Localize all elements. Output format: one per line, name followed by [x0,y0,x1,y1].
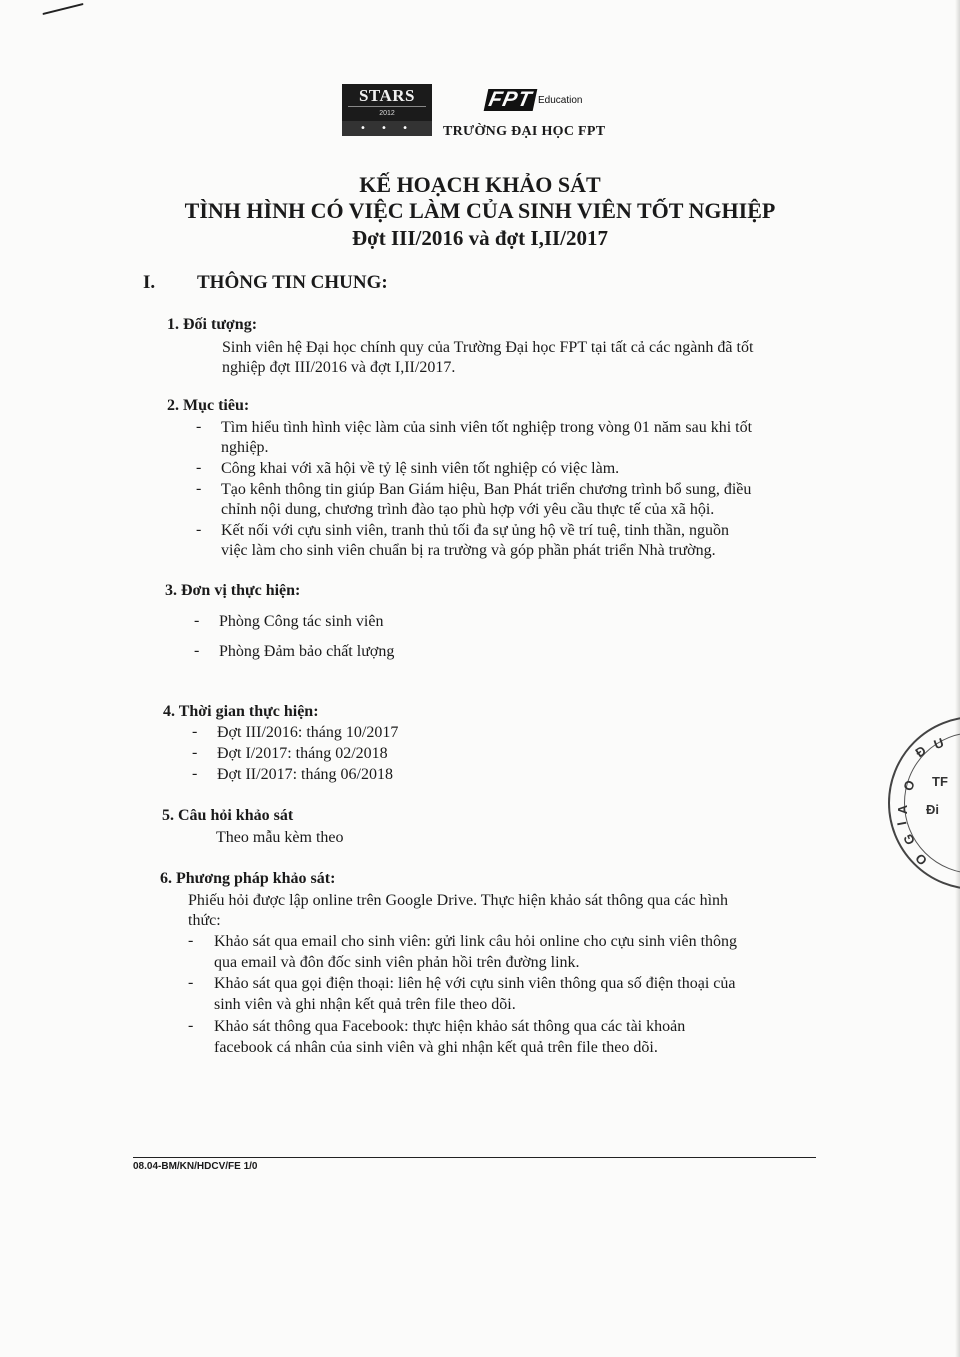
bullet-dash: - [194,642,200,659]
item-6-intro-line-1: Phiếu hỏi được lập online trên Google Drive. Thực hiện khảo sát thông qua các hình [188,892,729,909]
item-2-bullet-3-line-1: Tạo kênh thông tin giúp Ban Giám hiệu, Ban Phát triển chương trình bổ sung, điều [221,481,752,498]
bullet-dash: - [196,521,202,538]
footer-form-code: 08.04-BM/KN/HDCV/FE 1/0 [133,1161,258,1172]
item-6-bullet-1-line-1: Khảo sát qua email cho sinh viên: gửi link câu hỏi online cho cựu sinh viên thông [214,933,738,950]
document-title-line-3: Đợt III/2016 và đợt I,II/2017 [351,226,609,250]
footer-rule [133,1157,816,1158]
document-title-line-2: TÌNH HÌNH CÓ VIỆC LÀM CỦA SINH VIÊN TỐT NGHIỆP [184,198,776,223]
item-4-bullet-2: Đợt I/2017: tháng 02/2018 [217,745,388,762]
school-name: TRƯỜNG ĐẠI HỌC FPT [443,124,606,139]
stars-award-logo [342,84,432,136]
stamp-letter: Đi [926,802,939,817]
bullet-dash: - [196,418,202,435]
item-3-heading: 3. Đơn vị thực hiện: [165,582,301,599]
stamp-letter: A [895,804,911,815]
bullet-dash: - [192,744,198,761]
item-2-bullet-1-line-2: nghiệp. [221,439,269,456]
item-6-bullet-1-line-2: qua email và đôn đốc sinh viên phản hồi trên đường link. [214,954,580,971]
fpt-logo-text: FPT [484,89,537,111]
item-4-bullet-3: Đợt II/2017: tháng 06/2018 [217,766,393,783]
item-6-bullet-3-line-2: facebook cá nhân của sinh viên và ghi nhận kết quả trên file theo dõi. [214,1039,658,1056]
stamp-letter: G [900,831,918,848]
official-stamp [888,716,960,890]
stamp-letter: Đ [912,742,929,761]
stamp-letter: TF [932,774,948,789]
bullet-dash: - [192,765,198,782]
item-6-bullet-3-line-1: Khảo sát thông qua Facebook: thực hiện khảo sát thông qua các tài khoản [214,1018,686,1035]
document-title-line-1: KẾ HOẠCH KHẢO SÁT [359,172,601,197]
bullet-dash: - [188,932,194,949]
bullet-dash: - [196,480,202,497]
item-5-text: Theo mẫu kèm theo [216,829,344,846]
item-2-bullet-2-line-1: Công khai với xã hội về tỷ lệ sinh viên tốt nghiệp có việc làm. [221,460,620,477]
bullet-dash: - [196,459,202,476]
stamp-letter: O [912,850,930,869]
item-3-bullet-2: Phòng Đảm bảo chất lượng [219,643,395,660]
item-4-bullet-1: Đợt III/2016: tháng 10/2017 [217,724,399,741]
section-number: I. [143,272,156,293]
item-5-heading: 5. Câu hỏi khảo sát [162,807,294,824]
fpt-education-label: Education [538,95,583,106]
item-6-bullet-2-line-1: Khảo sát qua gọi điện thoại: liên hệ với cựu sinh viên thông qua số điện thoại của [214,975,736,992]
bullet-dash: - [188,974,194,991]
item-6-bullet-2-line-2: sinh viên và ghi nhận kết quả trên file theo dõi. [214,996,516,1013]
item-1-line-2: nghiệp đợt III/2016 và đợt I,II/2017. [222,359,456,376]
item-2-bullet-4-line-1: Kết nối với cựu sinh viên, tranh thủ tối đa sự ủng hộ về trí tuệ, tinh thần, nguồn [221,522,729,539]
pen-stroke-mark [42,3,83,15]
item-4-heading: 4. Thời gian thực hiện: [163,703,319,720]
item-6-heading: 6. Phương pháp khảo sát: [160,870,336,887]
item-3-bullet-1: Phòng Công tác sinh viên [219,613,384,630]
item-6-intro-line-2: thức: [188,912,221,929]
stamp-letter: U [931,734,946,753]
item-1-line-1: Sinh viên hệ Đại học chính quy của Trường Đại học FPT tại tất cả các ngành đã tốt [222,339,754,356]
stars-logo-text: STARS [358,86,416,105]
item-1-heading: 1. Đối tượng: [167,316,258,333]
section-title: THÔNG TIN CHUNG: [197,272,388,293]
item-2-bullet-4-line-2: việc làm cho sinh viên chuẩn bị ra trường và góp phần phát triển Nhà trường. [221,542,716,559]
fpt-logo [486,88,537,112]
bullet-dash: - [192,723,198,740]
stamp-letter: O [900,778,918,793]
bullet-dash: - [188,1017,194,1034]
item-2-bullet-1-line-1: Tìm hiểu tình hình việc làm của sinh viên tốt nghiệp trong vòng 01 năm sau khi tốt [221,419,753,436]
item-2-heading: 2. Mục tiêu: [167,397,250,414]
item-2-bullet-3-line-2: chỉnh nội dung, chương trình đào tạo phù hợp với yêu cầu thực tế của xã hội. [221,501,715,518]
stars-logo-year: 2012 [379,110,395,117]
bullet-dash: - [194,612,200,629]
stars-logo-dots: • • • [342,121,432,136]
stamp-letter: I [894,820,910,827]
